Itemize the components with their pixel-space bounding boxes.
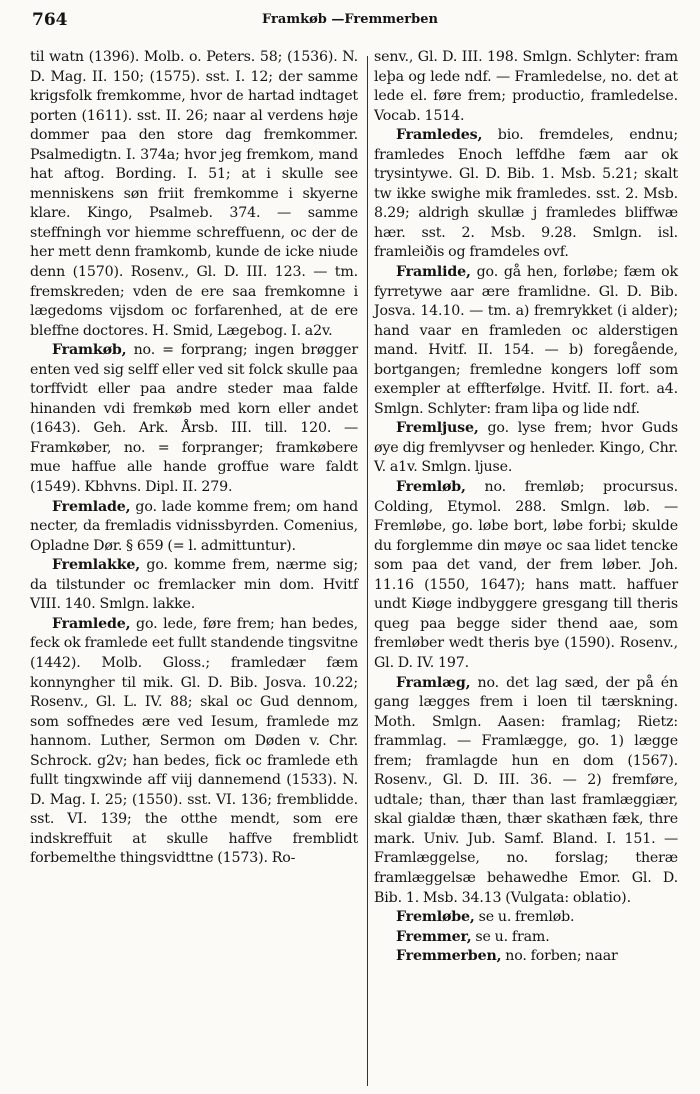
entry-headword: Fremløb, [396, 479, 466, 496]
page-number: 764 [32, 10, 68, 30]
entry-text: senv., Gl. D. III. 198. Smlgn. Schlyter: fram leþa og lede ndf. — Framledelse, no. det at lede el. føre frem; productio, framledelse. Vocab. 1514. [374, 49, 678, 124]
entry-text: no. fremløb; procursus. Colding, Etymol. 288. Smlgn. løb. — Fremløbe, go. løbe bort, løbe forbi; skulde du forglemme din møye oc saa lidet tencke som paa det vand, der frem løber. Joh. 11.16 (1550, 1647); hans matt. haffuer undt Kiøge indbyggere gresgang till theris queg paa begge sider thend aae, som fremløber wedt theris bye (1590). Rosenv., Gl. D. IV. 197. [374, 479, 678, 671]
dictionary-entry [374, 947, 678, 967]
entry-text: til watn (1396). Molb. o. Peters. 58; (1536). N. D. Mag. II. 150; (1575). sst. I. 12; der samme krigsfolk fremkomme, hvor de hartad indtaget porten (1611). sst. II. 26; naar al verdens høje dommer paa den store dag fremkommer. Psalmedigtn. I. 374a; hvor jeg fremkom, mand hat aftog. Bording. I. 51; at i skulle see menniskens søn friit fremkomme i skyerne klare. Kingo, Psalmeb. 374. — samme steffningh vor hiemme schreffuenn, oc der de her mett denn framkomb, kunde de icke niude denn (1570). Rosenv., Gl. D. III. 123. — tm. fremskreden; vden de ere saa fremkomne i lægedoms vijsdom oc forfarenhed, at de ere bleffne doctores. H. Smid, Lægebog. I. a2v. [30, 49, 358, 339]
entry-headword: Fremmer, [396, 928, 472, 945]
column-divider [367, 56, 368, 1086]
entry-headword: Fremløbe, [396, 909, 475, 926]
dictionary-entry [30, 498, 358, 557]
running-head: Framkøb —Fremmerben [262, 12, 438, 27]
dictionary-entry [30, 556, 358, 615]
entry-text: go. komme frem, nærme sig; da tilstunder oc fremlacker min dom. Hvitf VIII. 140. Smlgn. lakke. [30, 557, 358, 613]
entry-headword: Fremlade, [52, 498, 131, 515]
dictionary-entry [374, 419, 678, 478]
entry-text: no. = forprang; ingen brøgger enten ved sig selff eller ved sit folck skulle paa torffvidt eller paa andre steder maa falde hinanden vdi fremkøb med korn eller andet (1643). Geh. Ark. Årsb. III. till. 120. — Framkøber, no. = forpranger; framkøbere mue haffue alle hande groffue ware faldt (1549). Kbhvns. Dipl. II. 279. [30, 342, 358, 496]
entry-headword: Fremlakke, [52, 557, 141, 574]
dictionary-entry [374, 263, 678, 419]
dictionary-entry [374, 908, 678, 928]
dictionary-entry [374, 48, 678, 126]
entry-text: se u. fram. [471, 928, 550, 945]
entry-headword: Fremljuse, [396, 420, 479, 437]
dictionary-entry [374, 126, 678, 263]
entry-headword: Framlæg, [396, 674, 471, 691]
dictionary-entry [30, 48, 358, 341]
entry-text: go. lede, føre frem; han bedes, feck ok framlede eet fullt standende tingsvitne (1442). Molb. Gloss.; framledær fæm konnyngher til mik. Gl. D. Bib. Josva. 10.22; Rosenv., Gl. L. IV. 88; skal oc Gud dennom, som soffnedes ære ved Iesum, framlede mz hannom. Luther, Sermon om Døden v. Chr. Schrock. g2v; han bedes, fick oc framlede eth fullt tingxwinde aff viij dannemend (1533). N. D. Mag. I. 25; (1550). sst. VI. 136; fremblidde. sst. VI. 139; the otthe mendt, som ere indskreffuit at skulle haffve fremblidt forbemelthe thingsvidttne (1573). Ro- [30, 615, 358, 867]
dictionary-entry [374, 928, 678, 948]
entry-headword: Framlede, [52, 615, 131, 632]
entry-text: bio. fremdeles, endnu; framledes Enoch leffdhe fæm aar ok trysintywe. Gl. D. Bib. 1. Msb. 5.21; skalt tw ikke swighe mik framledes. sst. 2. Msb. 8.29; aldrigh skullæ j framledes bliffwæ hær. sst. 2. Msb. 9.28. Smlgn. isl. framleiðis og framdeles ovf. [374, 127, 678, 261]
entry-text: no. det lag sæd, der på én gang lægges frem i loen til tærskning. Moth. Smlgn. Aasen: framlag; Rietz: frammlag. — Framlægge, go. 1) lægge frem; framlagde hun en dom (1567). Rosenv., Gl. D. III. 36. — 2) fremføre, udtale; than, thær than last framlæggiær, skal gialdæ thæn, thær skathæn fæk, thre mark. Univ. Jub. Samf. Bland. I. 151. — Framlæggelse, no. forslag; theræ framlæggelsæ behawedhe Emor. Gl. D. Bib. 1. Msb. 34.13 (Vulgata: oblatio). [374, 674, 678, 906]
dictionary-entry [374, 478, 678, 673]
dictionary-entry [30, 615, 358, 869]
entry-headword: Framledes, [396, 127, 483, 144]
dictionary-entry [30, 341, 358, 497]
dictionary-entry [374, 674, 678, 909]
entry-headword: Fremmerben, [396, 948, 502, 965]
right-column [374, 48, 678, 967]
entry-text: no. forben; naar [501, 948, 618, 965]
entry-text: go. lade komme frem; om hand necter, da fremladis vidnissbyrden. Comenius, Opladne Dør. § 659 (= l. admittuntur). [30, 498, 358, 554]
entry-headword: Framlide, [396, 264, 471, 281]
entry-text: go. lyse frem; hvor Guds øye dig fremlyvser og henleder. Kingo, Chr. V. a1v. Smlgn. ljuse. [374, 420, 678, 476]
entry-text: se u. fremløb. [474, 909, 575, 926]
entry-headword: Framkøb, [52, 342, 127, 359]
left-column [30, 48, 358, 869]
entry-text: go. gå hen, forløbe; fæm ok fyrretywe aar ære framlidne. Gl. D. Bib. Josva. 14.10. — tm. a) fremrykket (i alder); hand vaar en framleden oc alderstigen mand. Hvitf. II. 154. — b) foregående, bortgangen; fremledne kongers loff som exempler at effterfølge. Hvitf. II. fort. a4. Smlgn. Schlyter: fram liþa og lide ndf. [374, 264, 678, 417]
